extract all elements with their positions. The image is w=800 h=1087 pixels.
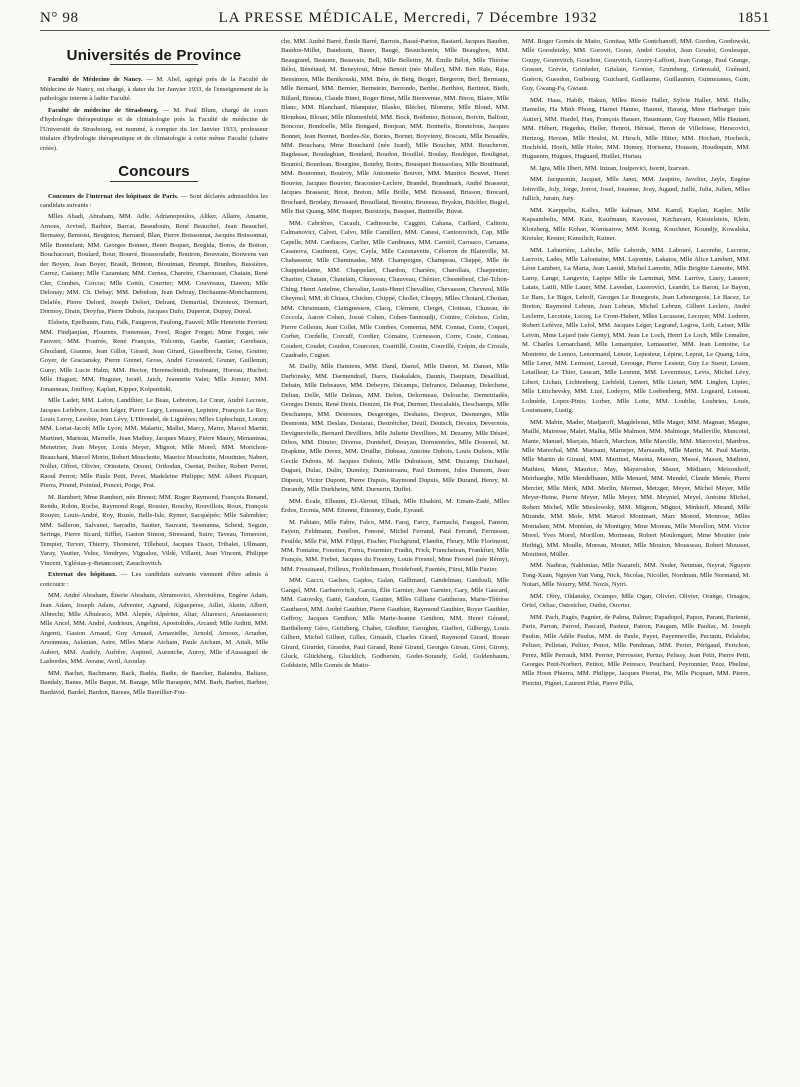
paragraph-externat-d: M. Dailly, Mlle Damiens, MM. Dand, Daniel, Mlle Danon, M. Danset, Mlle Darbonsky, MM. Darmendrail, Darrs, Daskalakis, Daunis, Dauptain, Desailliud, Debain, Mlle Debeauve, MM. Debeyre, Décamps, Defrance, Delaunay, Delechene, Delian, Delle, Mlle Delmas, MM. Delon, Delormeau, Delouche, Demetriadès, Georges Demis, René Denis, Denizet, De Prat, Dermer, Descalakis, Deschamps, Mlle Deschamps, MM. Destosses, Desgeorges, Deshaies, Desjeux, Desmerges, Mlle Desmonts, MM. Deslais, Destarac, Destréicher, Deuil, Deutsch, Devaux, Devernois, Devignevielle, Bernard Devilliers, Mlle Juliette Devilliers, M. Dezamy, Mlle Désiré, Dibos, MM. Dimier, Diverse, Dontehef, Douyau, Dormenteles, Mlle Douenel, M. Drapkine, Mlle Drenx, MM. Druilhe, Dubeau, Antoine Dubois, Louis Dubois, Mlle Gecile Dubois, M. Jacques Dubois, Mlle Dubuisson, MM. Ducamp, Duchatel, Duguet, Dulac, Dulin, Dumézy, Dumistreanu, Paul Dumont, Jules Dumont, Jean Dupeuit, Victor Dupont, Pierre Dupuis, Raymond Dupuis, Mlle Durand, Henry, M. Durandy, Mlle Durkheim, MM. Durnerin, Duffet.: [281, 363, 509, 494]
paragraph-externat-k: MM. Kaeppelin, Kalles, Mlle kalman, MM. Kamil, Kaplan, Kapler, Mlle Kapsambelis, MM. Katz, Kaufmann, Kavoussi, Kechavarz, Kiesielstein, Klein, Klotzberg, Mlle Kohan, Komisarow, MM. Konig, Kouchner, Koundjy, Kowalska, Kreisler, Kreuer, Kunstlich, Kutner.: [522, 206, 750, 243]
paragraph-internat-intro: Concours de l'internat des hôpitaux de Paris. — Sont déclarés admissibles les candidats suivants :: [40, 192, 268, 209]
paragraph-internat-2: Elsbein, Epelbaum, Faiu, Falk, Faugeron, Faulong, Fauvel; Mlle Henriette Ferrieu; MM. Findjanjian, Flourens, Fontenean, Forel, Roger Forget; Mme Forget, née Fauvert; MM. Fourrée, René François, Fulconis, Gaube, Gautier, Gerebaux, Ghozland, Giaume, Jean Gillot, Girard, Jean Girard, Gisselbrecht, Goise, Goutier, Goyer, de Graciansky, Pierre Grenet, Gross, André Grossiord, Gruner, Guillemin, Guny; Mlle Lucie Halm; MM. Hector, Herenschmidt, Hofmann, Horeau, Huchet; Mlle Huguet; MM. Huguier, Israël, Jaich, Jeannette Valet; Mlle Jomier; MM. Jonanneau, Jouffroy, Kaplan, Kipper, Kolpenitski.: [40, 319, 268, 393]
paragraph-externat-c: MM. Cabrières, Cacault, Cadinouche, Caggini, Cahana, Caillard, Calitoiu, Calmanovici, Calvet, Calvo, Mlle Camilleri, MM. Canesi, Cantorovitch, Cap, Mlle Capelle, MM. Cardiaces, Carlier, Mlle Cardinaux, MM. Carniol, Carrasco, Caruana, Casanova, Caufment, Caye, Cayla, Mlle Cazenavette, Célorron de Blainville, M. Chabasseur, Mlle Chaminadas, MM. Champeigne, Champeau, Chappé, Mlle de Chappedelaine, MM. Chappelart, Chardon, Charière, Charollais, Charpentier, Chartier, Chatain, Chatelain, Chauveau, Chauveau, Chénier, Chesnebeuf, Ché-Tchon-Ching, Henri Antelme, Chevalier, Louis-Henri Chevallier, Chevasson, Chevreul, Mlle Cheymol, MM. di Chiara, Chicher, Chippé, Chollet, Choppy, Mlles Chotard, Chotian, MM. Christmann, Claingnesson, Clacq, Clément, Clerget, Clotteau, Cluzeau, de Coccola, Aaron Cohen, Josué Cohen, Cohen-Tannoudji, Cointre, Coletsos, Colin, Pierre Collerau, Jean Collet, Mlle Combes, Comerma, MM. Connat, Conte, Coquet, Corbet, Cordelle, Corcuff, Cordier, Cornaire, Cornesson, Corre, Coste, Cotteau, Coudert, Coudet, Coudon, Courcoux, Courtillé, Coutin, Couvillé, Crépin, de Crozals, Cuadrado, Cuguet.: [281, 219, 509, 359]
paragraph-internat-1: Mlles Abadi, Abraham, MM. Adle, Adrianopoulos, Aliker, Allaire, Amante, Arnous, Arvisel, Barbier, Barcat, Beaudouin, René Beauchef, Jean Beauchef, Bernassy, Bemoist, Beugniou, Bernard, Blan, Pierre Boissonnat, Jacques Boissonnat, Mlle Bonnefant; MM. Georges Bonnet, Henri Boquet, Borgida, Boros, de Botton, Bouchacourt, Boulard, Bour, Bourré, Boussoulade, Boutron, Bouvrain, Bouwens van der Boyen, Jean Boyer, Brault, Brimon, Brouiman, Brumpt, Brunhes, Bussières, Carrez, Castany; Mlle Cazamian; MM. Cerneа, Chareire, Charousset, Chatain, René Cler, Combes, Corcos; Mlle Cottin, Courrier; MM. Couvreaux, Dawen; Mlle Delonay; MM. Ch. Debay; MM. Debidour, Jean Debray, Dechaume-Moncharmont, Delafée, Pierre Delord, Joseph Delort, Delrant, Demartial, Dezoteux, Dormart, Dormoy, Drain, Dreyfus, Pierre Dubois, Jacques Dufo, Duperrat, Dupuy, Duval.: [40, 213, 268, 315]
divider: [110, 64, 198, 65]
paragraph-externat-g: MM. Gaccu, Gaches, Gajdos, Galan, Gallimard, Gandelman, Gandouli, Mlle Gangel, MM. Garbarovitch, Garcia, Élie Garnier, Jean Garnier, Gary, Mlle Gascard, MM. Gatovsky, Gatté, Gaudoin, Gautier, Mlles Gilliane Gautherau, Marie-Thérèse Gautherot, MM. André Gauthier, Pierre Gauthier, Raymond Gauthier, Royer Gauthier, Geffroy, Jacques Genthon, Mlle Marie-Jeanne Genthon, MM. Henri Gérand, Barthélemy Géro, Geitzberg, Chabet, Gledhier, Georghin, Giafferi, Gilbergy, Louis Gilbert, Michel Gilbert, Gilles, Gimault, Charles Girard, Raymond Girard, Roean Girard, Girardet, Girardot, Paul Girand, René Girand, Georges Girsan, Giret, Girony, Gluck, Glückberg, Glucklich, Godbersin, Godet-Soraudy, Gold, Goldenbaum, Goldstein, Mlle Gomès de Matto-: [281, 577, 509, 670]
paragraph-externat-e: MM. Écale, Elbaum, El-Akrout, Elbaik, Mlle Elsakini, M. Emam-Zadé, Mlles Érdos, Ercmia, MM. Étienne, Étienney, Eude, Eyraud.: [281, 497, 509, 515]
paragraph-externat-b: che, MM. André Barré, Émile Barré, Barrois, Bassé-Parton, Bastard, Jacques Baudon, Baudon-Millet, Baudouin, Bauer, Baugé, Beauchemin, Mlle Beaughon, MM. Beaugrand, Beaume, Beauvais, Bell, Mlle Bellettre, M. Émile Bélot, Mlle Thérèse Bélot, Bénétaud, M. Beneytout, Mme Benoit (née Muller), MM. Ben Raïs, Raja, Bensimon, Mlle Bentkouski, MM. Béra, de Berg, Berger, Bergeron, Berl, Bermanu, Mlle Bernard, MM. Bernier, Bernstein, Berrondo, Berthe, Berthiot, Bertinot, Bieth, Billard, Bineau, Claude Binet, Roger Binet, Mlle Bienvenuе, MM. Birou, Blaire, Mlle Blanc, MM. Blanchard, Blanquier, Blasko, Bléchet, Blomme, Mlle Blond, MM. Blondeau, Blouet, Mlle Blumenfeld, MM. Bock, Boëhmer, Boisson, Boivin, Balfour, Boncour, Bondoelle, Mlle Bongard, Bonjean, MM. Bonnefis, Bonnefous, Jacques Bonnet, Jean Bonnet, Bordes-Sie, Bories, Bornet, Boyvieny, Boscaiu, Mlle Bouadès, MM. Bouchara, Mme Bouchard (née Izard), Mlle Boucher, MM. Boucheron, Bagdassar, Boudaghian, Boudard, Boudon, Bouillié, Boulay, Boulègue, Boulignat, Bouniol, Bourdeau, Bourgine, Bourhy, Bours, Bousquet Boussofara, Mlle Boutinaud, MM. Boutonnet, Boutroy, Mlle Antoinette Bouvet, MM. Maurice Bouvet, Henri Bouvier, Jacques Bouvier, Braconier-Leclere, Brandel, Brandmark, André Brasseur, Jacques Brasseur, Brest, Breton, Mlle Brille, MM. Brissaud, Brisson, Brocard, Brochard, Brodaty, Brossard, Brouillaud, Broutin, Bruneau, Bryskin, Büchler, Bugiel, Mlle Bui Quang, MM. Buquet, Burstzeju, Busquet, Buttreille, Buvat.: [281, 38, 509, 216]
column-3: [522, 37, 750, 1087]
paragraph-nancy: Faculté de Médecine de Nancy. — M. Abel, agrégé près de la Faculté de Médecine de Nancy, est chargé, à dater du 1er Janvier 1933, de l'enseignement de la pathologie interne à ladite Faculté.: [40, 76, 268, 103]
publication-title: LA PRESSE MÉDICALE, Mercredi, 7 Décembre 1932: [218, 10, 598, 26]
issue-number: N° 98: [40, 10, 79, 26]
paragraph-externat-m: MM. Mabin, Mader, Madjaroff, Magdelenat, Mlle Mager, MM. Magnan, Maigne, Maillé, Mairesse, Malet, Malka, Mlle Malmon, MM. Malmoge, Malleville, Mancotel, Mante, Manuel, Marçais, March, Marchon, Mlle Marcille, MM. Marcovici, Mardrus, Mlle Marechal, MM. Marisani, Marnejer, Marsaudit, Mlle Martin, M. Paul Martin, Mlle Martin de Giraud, MM. Martinet, Masina, Masson, Massé, Massot, Mathieu, Mathieu, Matet, Maurice, May, Mayeroslon, Mazet, Médiano, Meizonhoff, Meirhaeghe, Mlle Mendelbaum, Mlle Menard, MM. Mendel, Claude Menée, Pierre Mercier, Mlle Merk, MM. Merlin, Mermet, Metzger, Meyer, Michel Meyer, Mlle Meyer-Heine, Pierre Meyer, Mlle Meyer, MM. Meyniel, Meyel, Antoine Michel, Robert Michel, Mlle Mieslowsky, MM. Mignon, Mignot, Minkieff, Mirand, Mlle Mirande, MM. Mole, MM. Marcel Monimart, Marc Monod, Monrose, Mlles Montalant, MM. Montéan, de Montigny, Mme Moreau, Mlle Morellon, MM. Victor Morel, Yves Morel, Morillon, Morineau, Robert Moulonguet, Mme Moutier (née Heibig), MM. Moulle, Moreau, Moutet, Mlle Mouton, Mousseau, Robert Mousset, Moutinot, Müller.: [522, 418, 750, 559]
paragraph-externat-o: MM. Obry, Oldansky, Ocampo, Mlle Ogan, Olivier, Olivier, Orange, Orsagos, Orfel, Orliac, Ostreicher, Oudot, Ouvrier.: [522, 592, 750, 610]
paragraph-externat-p: MM. Pach, Pagès, Pagnier, de Palma, Palmer, Papadopol, Papon, Parant, Parienté, Paris, Parran, Parrod, Pascard, Pasteur, Patron, Paugam, Mlle Pauliac, M. Joseph Paulus, Mlle Adèle Paulus, MM. de Paule, Payet, Payenneville, Pecuniu, Pelaloba, Peltzer, Pelletan, Peltier, Penot, Mlle Pendman, MM. Perier, Périgaud, Perichon, Perez, Mlle Perrault, MM. Perrier, Perrossier, Pertus, Pelissy, Jean Petit, Pierre Petit, Georges Petit-Norbert, Petitot, Mlle Petresco, Peuchard, Peyronnier, Peze, Pheline, Mlle Hoon Phierra, MM. Philippe, Jacques Pierrat, Pie, Mlle Picquart, MM. Pierre, Pietrini, Pignet, Laurent Pilat, Pierre Pilla,: [522, 613, 750, 687]
divider: [110, 181, 198, 182]
paragraph-externat-l: MM. Labarrière, Labiche, Mlle Laborde, MM. Labouré, Lacombe, Lacorne, Lacroix, Lades, Mlle Lafontaine, MM. Lajonnie, Lakatos, Mlle Alice Lambert, MM. Léon Lambert, La Maria, Jean Lamid, Michel Lamotte, Mlle Brigitte Lamotte, MM. Lamy, Lange, Langevin, Lapipe Mlle de Larminat, MM. Larrive, Lasry, Lassere, Latats, Latifi, Mlle Lauer, MM. Lavedan, Lazerovici, Leandri, Le Baron, Le Bayon, Le Bars, Le Bigot, Leboff, Georges Le Bourgeois, Jean Lebourgeois, Le Bacez, Le Breton, Raymond Lebrun, Jean Lebrun, Michel Lebrun, Gilbert Leclerc, André Leclerre, Lecointe, Lecoq, Le Crom-Hubert, Mlles Lecusson, Lecuyer, MM. Lederer, Robert Lefèvre, Mlle Lefol, MM. Jacques Léger, Legrand, Legros, Leib, Leiser, Mlle Leivin, Mme Lejard (née Genty), MM. Jean Le Loch, Henri Le Loch, Mlle Lemaître, M. Charles Lemarchand, Mlle Lemarquier, Lemasurier, MM. Jean Lemoine, Le Montreer, de Lemos, Lenormand, Lenoir, Lepesteur, Lépine, Leprat, Le Quang, Léra, Mlle Lerer, MM. Lermont, Leroud, Lerouge, Pierre Lesieur, Guy Le Sueur, Lesure, Letailleur, Le Thier, Leucart, Mlle Leurent, MM. Levernieux, Levis, Michel Lévy, Libert, Lichau, Lichtenberg, Liebfeld, Lienert, Mlle Lietart, MM. Linglen, Lipiec, Mlle Littichevsky, MM. Lizé, Lodeyro, Mlle Loebenberg, MM. Logeard, Loiseau, Lolmède, Lopez-Pinio, Lorber, Mlle Lotte, MM. Loublie, Loubrieu, Louis, Louismann, Lustig.: [522, 246, 750, 415]
section-title-universites: Universités de Province: [66, 47, 242, 64]
page-number: 1851: [737, 10, 770, 26]
paragraph-internat-4: M. Rambert; Mme Rambert, née Brenot; MM. Roger Raymond, François Renand, Rendu, Robin, Roche, Raymond Rogé, Rossier, Rouchy, Rouvillois, Roux, François Rouyer, Louis-André, Roy, Rozée, Belle-Isle, Rymer, Sacquépée; Mlle Salembier; MM. Salleron, Salvanet, Sarradin, Sautter, Sauvain, Sesmanna, Scheid, Seguin, Seringe, Pierre Sicard, Sifflet, Gaston Simon, Stressand, Suire, Taveau, Temerson, Tempier, Terver, Thierry, Thomeret, Tillebeuf, Jacques Tissot, Tribalet, Ullmann, Varay, Vautier, Velez, Vendryes, Vignalou, Vildé, Villaret, Jean Vincent, Philippe Vincent, Yglésias-y-Betancourt, Zarachovitch.: [40, 493, 268, 567]
column-1: [40, 37, 268, 1087]
paragraph-externat-g2: MM. Roger Gomès de Matto, Gonitaa, Mlle Gontchanoff, MM. Gordon, Gordowski, Mlle Gorodetzky, MM. Gorovit, Gorse, André Goudot, Jean Goudot, Goulesque, Goupy, Gourevitch, Gourlion, Gourvitch, Gouvy-Laffont, Jean Grange, Paul Grange, Grasset, Grévin, Grinfeder, Grislain, Gronier, Grumberg, Grünwald, Guénard, Guéron, Guesdon, Guibourg, Guichard, Guillaume, Guillaumin, Guimezanes, Guin, Guy, Gwang-Fa, Gwiaut.: [522, 38, 750, 93]
paragraph-externat-f: M. Fabiato, Mlle Fabre, Falco, MM. Faraj, Farcy, Farmachi, Faugsol, Fanson, Fayein, Feldmann, Fenélon, Fenoné, Michel Ferrand, Paul Ferrand, Ferrasson, Feuilde, Mlle Fié, MM. Filippi, Fischer, Fischgrund, Flandin, Fleury, Mlle Florimont, MM. Fontaine, Fonotier, Fornu, Fourmier, Fradin, Frick, Franchetean, Frankfurt, Mlle Françès, MM. Frebet, Jacques du Fresnoy, Louis Fresnel, Mme Fresnel (née Rémy), MM. Fressinaud, Frilleux, Frohlichmann, Froidefond, Fuentès, Fürst, Mlle Fuzier.: [281, 518, 509, 573]
paragraph-externat-h: MM. Haas, Habib, Hakun, Mlles Renée Haller, Sylvie Haller, MM. Hallu, Hamelin, Ha Minh Phong, Harnet Hanno, Haumé, Harang, Mme Harburger (née Autier), MM. Hardel, Hau, François Hauser, Hausmann, Guy Hausser, Mlle Hautant, MM. Hébert, Hegedus, Heller, Henrot, Hérissé, Heron de Villefosse, Herscovici, Hertzog, Herzan, Mlle Heulot, M. Hirsch, Mlle Hitier, MM. Hochart, Hocheck, Hochfeld, Hoeft, Mlle Hofer, MM. Homsy, Horisenz, Houssin, Houdoquin, MM. Huguenin, Hugues, Huguard, Huillet, Huriau.: [522, 96, 750, 161]
paragraph-externat-n: MM. Nadiras, Nakhmias, Mlle Nazarelt, MM. Neder, Neuman, Neyrat, Nguyen Tong-Xuan, Nguyen Van Vang, Nick, Nicolas, Nicollet, Nordman, Mlle Normand, M. Notari, Mlle Nourry, MM. Nozis, Nyiri.: [522, 562, 750, 589]
paragraph-externat-1: MM. André Abraham, Énerie Abraham, Abramovici, Abroisières, Engène Adam, Jean Adam, Joseph Adam, Advenier, Agnand, Aigueperse, Aillet, Aknin, Albert, Albrecht; Mlle Albulesco, MM. Alepée, Alpérine, Altar, Altaresco, Anastassesco; Mlle Ancel, MM. André, Andrieux, Angelini, Apostolidès, Arcand; Mlle Arditti, MM. Argenti, Gaston Arnaud, Guy Arnaud, Arnavielhe, Arnold, Arnoux, Arradon, Arsonneau, Aslanian, Astre, Mlles Marie Atcham, Paule Atcham, M. Attali, Mlle Aubert, MM. Audoly, Aufrère, Aupinel, Aurenche, Auroy, Mlle d'Aussaguel de Lasbordes, MM. Avrane, Avril, Azoulay.: [40, 592, 268, 666]
paragraph-externat-2: MM. Bachet, Bachmann, Back, Badéa, Badie, de Baecker, Balandra, Baltaxe, Bandaly, Banse, Mlle Baque, M. Barage, Mlle Baraquin, MM. Barb, Barbet, Barbier, Bardavid, Bardel, Bardon, Bareau, Mlle Bareillier-Fou-: [40, 669, 268, 696]
column-2: [281, 37, 509, 1087]
paragraph-internat-3: Mlle Ladet; MM. Lafon, Landthier, Le Beau, Lebreton, Le Cœur, André Lecoste, Jacques Lefebvre, Lucien Léger, Pierre Legry, Lemasson, Lepintre, François Le Roy, Louis Leroy, Lesobre, Jean Lévy, L'Hirondel, de Lignières; Mlles Liphschutz, Lorain; MM. Lortat-Jacob; Mlle Lyon; MM. Malartic, Mallet, Marcy, Marre, Marcel Martin, Martinet, Marteau, Marnelle, Jean Mathey, Jacques Maury, Pierre Maury, Menanteau, Menetrier, Jean Meyer, Louis Meyer, Mignot; Mlle Morel; MM. Morichon-Beauchant, Marcel Morin, Robert Mouchotte, Maurice Mouchotte, Moutinier, Nabert, Nollet, Offret, Olivier, Orinstein, Orsoni, Orthodan, Osenat, Pecher, Robert Perret, Raoul Perrot; Mlle Paule Petit, Pevet, Madeleine Philippe; MM. Albert Picquart, Pierra, Pirand, Pointud, Poncet, Porge, Prat.: [40, 397, 268, 490]
paragraph-externat-i: M. Igra, Mlle Ilbert, MM. Inizan, Iosipovici, Isorni, Izarvan.: [530, 164, 690, 172]
text-columns: [40, 37, 770, 1087]
page-header: [40, 10, 770, 31]
paragraph-externat-j: MM. Jacquemin, Jacquet, Mlle Janet, MM. Jaupitre, Javelier, Jayle, Eugène Joinville, Joly, Jorge, Jorrot, Josel, Jouenne, Jouy, Jugand, Juillé, Julia, Julien, Mlles Jullich, Jurain, Jury.: [522, 176, 750, 203]
paragraph-externat-intro: Externat des hôpitaux. — Les candidats suivants viennent d'être admis à concourir :: [40, 571, 268, 588]
paragraph-strasbourg: Faculté de médecine de Strasbourg. — M. Paul Blum, chargé de cours d'hydrologie thérapeutique et de climatologie près la Faculté de médecine de l'Université de Strasbourg, est nommé, à compter du 1er Janvier 1933, professeur titulaire d'hydrologie thérapeutique et de climatologie à cette même Faculté (chaire créée).: [40, 106, 268, 152]
section-title-concours: Concours: [118, 163, 190, 181]
